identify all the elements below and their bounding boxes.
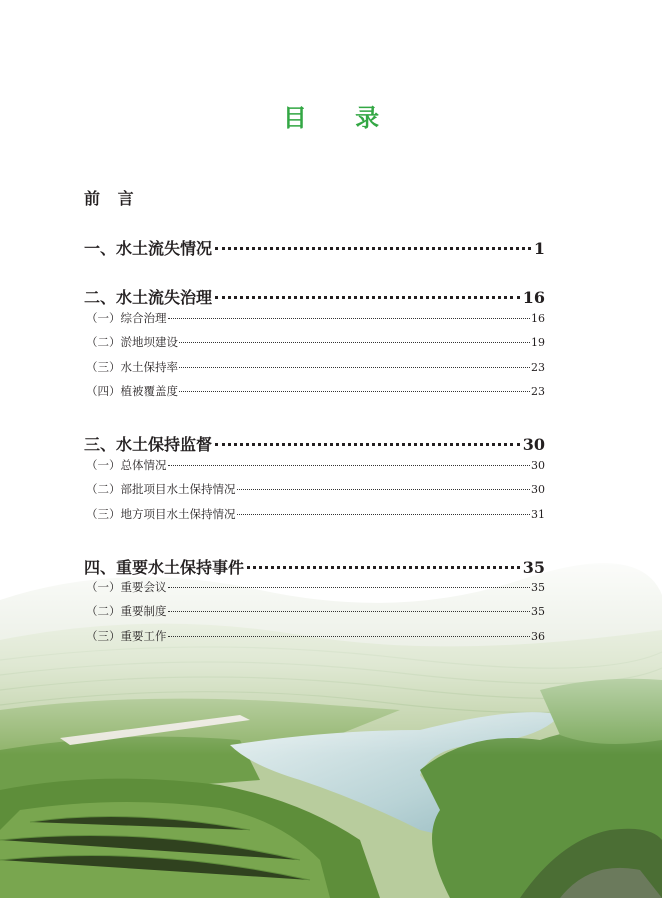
toc-item-label: （一）总体情况: [86, 458, 167, 472]
toc-item-page: 30: [531, 459, 545, 472]
toc-item-label: （二）部批项目水土保持情况: [86, 482, 236, 496]
toc-item-page: 23: [531, 361, 545, 374]
toc-section-page: 30: [522, 435, 545, 454]
toc-item[interactable]: [86, 603, 545, 619]
toc-item-page: 23: [531, 385, 545, 398]
dot-leader: [168, 587, 531, 588]
toc-item[interactable]: [86, 310, 545, 326]
dot-leader: [168, 318, 531, 319]
toc-section-2[interactable]: [84, 285, 545, 308]
toc-title: 目 录: [282, 104, 400, 132]
dot-leader: [237, 514, 531, 515]
toc-item-page: 31: [531, 508, 545, 521]
toc-section-title: 二、水土流失治理: [84, 288, 213, 307]
toc-item[interactable]: [86, 506, 545, 522]
dot-leader: [215, 296, 520, 299]
toc-item-label: （三）水土保持率: [86, 360, 178, 374]
toc-section-page: 16: [522, 288, 545, 307]
toc-item[interactable]: [86, 457, 545, 473]
toc-item-label: （三）地方项目水土保持情况: [86, 507, 236, 521]
toc-section-1[interactable]: [84, 236, 545, 259]
toc-item[interactable]: [86, 359, 545, 375]
toc-item-page: 30: [531, 483, 545, 496]
toc-section-title: 三、水土保持监督: [84, 435, 213, 454]
toc-item-page: 35: [531, 605, 545, 618]
dot-leader: [168, 465, 531, 466]
toc-item-page: 16: [531, 312, 545, 325]
toc-section-page: 1: [533, 239, 545, 258]
toc-item-label: （一）综合治理: [86, 311, 167, 325]
toc-item[interactable]: [86, 383, 545, 399]
toc-section-title: 四、重要水土保持事件: [84, 558, 245, 577]
toc-item-label: （二）重要制度: [86, 604, 167, 618]
toc-item[interactable]: [86, 481, 545, 497]
toc-item-page: 35: [531, 581, 545, 594]
dot-leader: [215, 443, 520, 446]
toc-item[interactable]: [86, 334, 545, 350]
dot-leader: [237, 489, 531, 490]
dot-leader: [179, 367, 530, 368]
toc-section-page: 35: [522, 558, 545, 577]
dot-leader: [247, 566, 520, 569]
dot-leader: [179, 342, 530, 343]
toc-item[interactable]: [86, 579, 545, 595]
toc-section-3[interactable]: [84, 432, 545, 455]
dot-leader: [168, 636, 531, 637]
toc-item-label: （二）淤地坝建设: [86, 335, 178, 349]
toc-item-page: 36: [531, 630, 545, 643]
dot-leader: [215, 247, 531, 250]
toc-item-label: （一）重要会议: [86, 580, 167, 594]
toc-item-label: （三）重要工作: [86, 629, 167, 643]
toc-item-label: （四）植被覆盖度: [86, 384, 178, 398]
dot-leader: [179, 391, 530, 392]
toc-section-4[interactable]: [84, 555, 545, 578]
toc-preface[interactable]: 前 言: [84, 189, 140, 208]
toc-item-page: 19: [531, 336, 545, 349]
toc-item[interactable]: [86, 628, 545, 644]
dot-leader: [168, 611, 531, 612]
toc-section-title: 一、水土流失情况: [84, 239, 213, 258]
